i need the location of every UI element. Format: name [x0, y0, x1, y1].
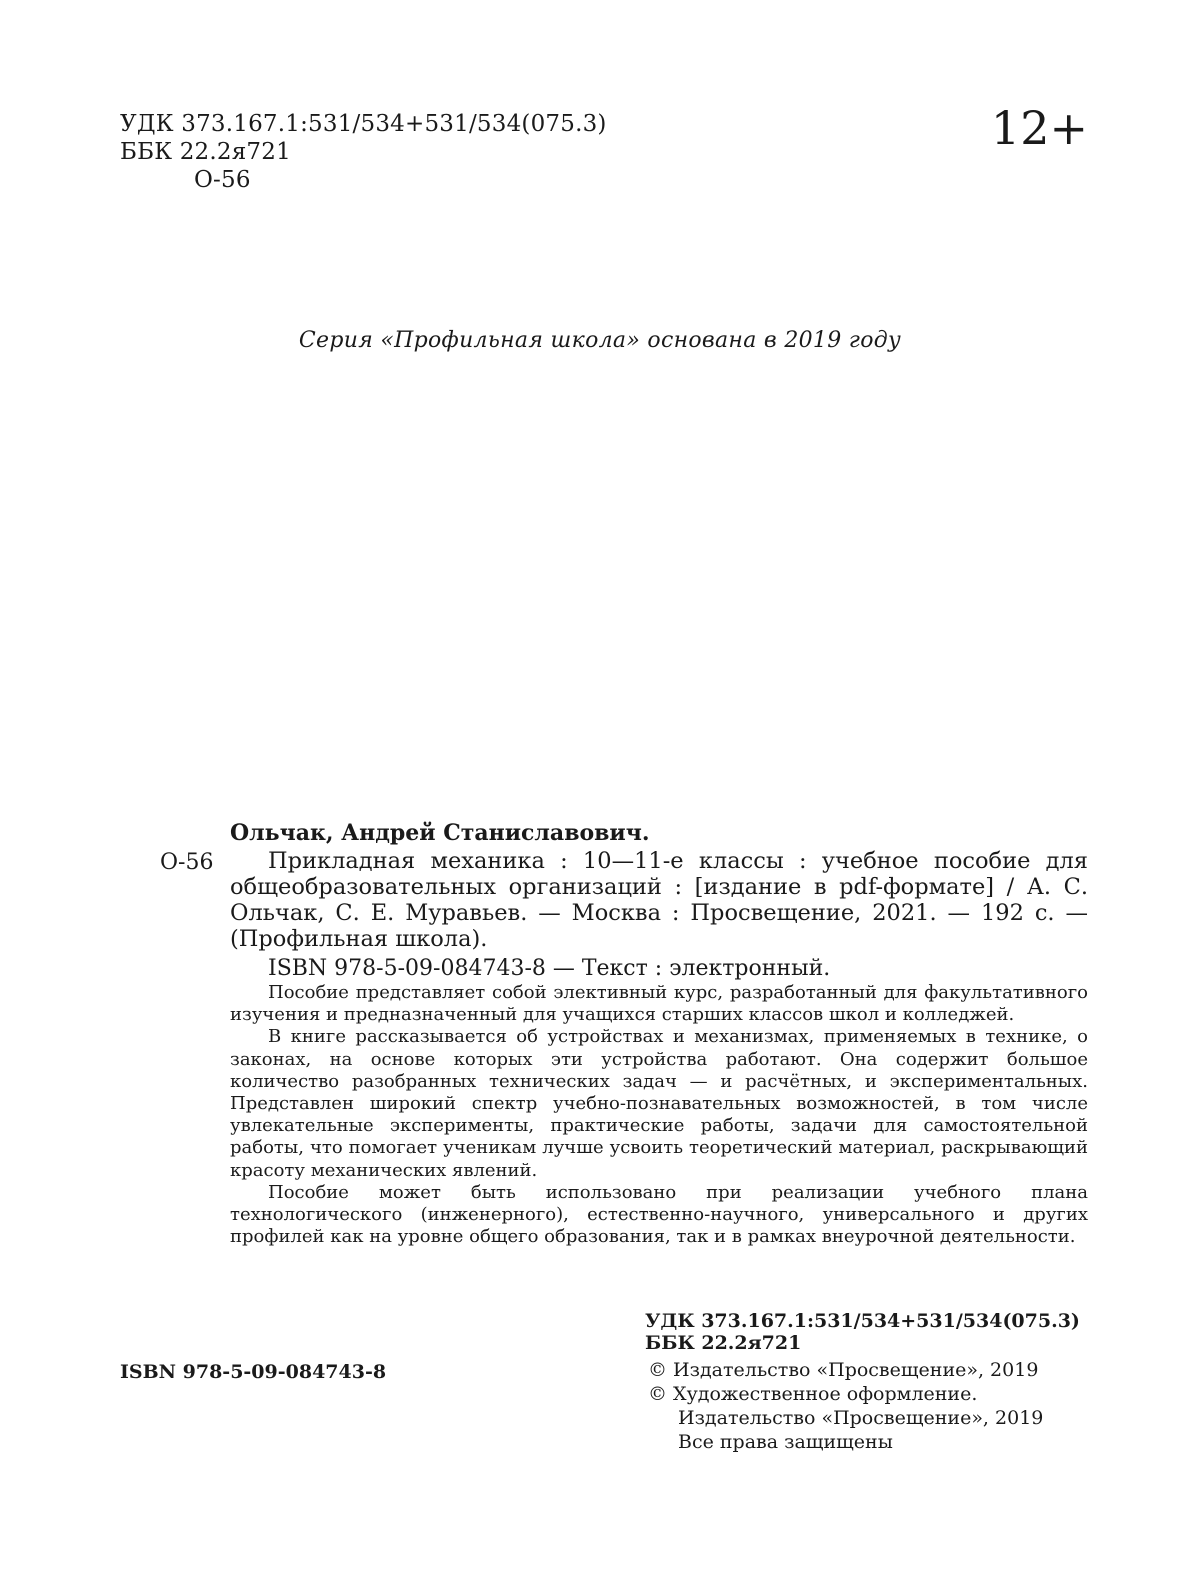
record-author: Ольчак, Андрей Станиславович. [230, 818, 650, 848]
bbk-code-bottom: ББК 22.2я721 [645, 1332, 1080, 1354]
classification-block-bottom [645, 1310, 1080, 1354]
udk-code: УДК 373.167.1:531/534+531/534(075.3) [120, 110, 607, 138]
annotation-paragraph: Пособие может быть использовано при реализации учебного плана технологического (инженерного), естественно-научного, универсального и других профилей как на уровне общего образования, так и в рамках внеурочной деятельности. [230, 1182, 1088, 1249]
rights-reserved: Все права защищены [648, 1430, 1043, 1454]
series-note: Серия «Профильная школа» основана в 2019 году [0, 326, 1200, 356]
annotation [230, 982, 1088, 1248]
bbk-code: ББК 22.2я721 [120, 138, 607, 166]
annotation-paragraph: В книге рассказывается об устройствах и механизмах, применяемых в технике, о законах, на основе которых эти устройства работают. Она содержит большое количество разобранных технических задач — и расчётных, и экспериментальных. Представлен широкий спектр учебно-познавательных возможностей, в том числе увлекательные эксперименты, практические работы, задачи для самостоятельной работы, что помогает ученикам лучше усвоить теоретический материал, раскрывающий красоту механических явлений. [230, 1026, 1088, 1181]
age-rating: 12+ [991, 100, 1088, 156]
isbn: ISBN 978-5-09-084743-8 [120, 1360, 386, 1384]
classification-block-top [120, 110, 607, 194]
udk-code-bottom: УДК 373.167.1:531/534+531/534(075.3) [645, 1310, 1080, 1332]
record-description: Прикладная механика : 10—11-е классы : учебное пособие для общеобразовательных организаций : [издание в pdf-формате] / А. С. Ольчак, С. Е. Муравьев. — Москва : Просвещение, 2021. — 192 с. — (Профильная школа). [230, 848, 1088, 952]
record-isbn-line: ISBN 978-5-09-084743-8 — Текст : электронный. [268, 954, 830, 984]
copyright-design-publisher: Издательство «Просвещение», 2019 [648, 1406, 1043, 1430]
author-mark: О-56 [120, 166, 607, 194]
copyright-block [648, 1358, 1043, 1454]
record-author-mark: О-56 [160, 848, 213, 878]
copyright-publisher: © Издательство «Просвещение», 2019 [648, 1358, 1043, 1382]
copyright-design: © Художественное оформление. [648, 1382, 1043, 1406]
annotation-paragraph: Пособие представляет собой элективный курс, разработанный для факультативного изучения и предназначенный для учащихся старших классов школ и колледжей. [230, 982, 1088, 1026]
